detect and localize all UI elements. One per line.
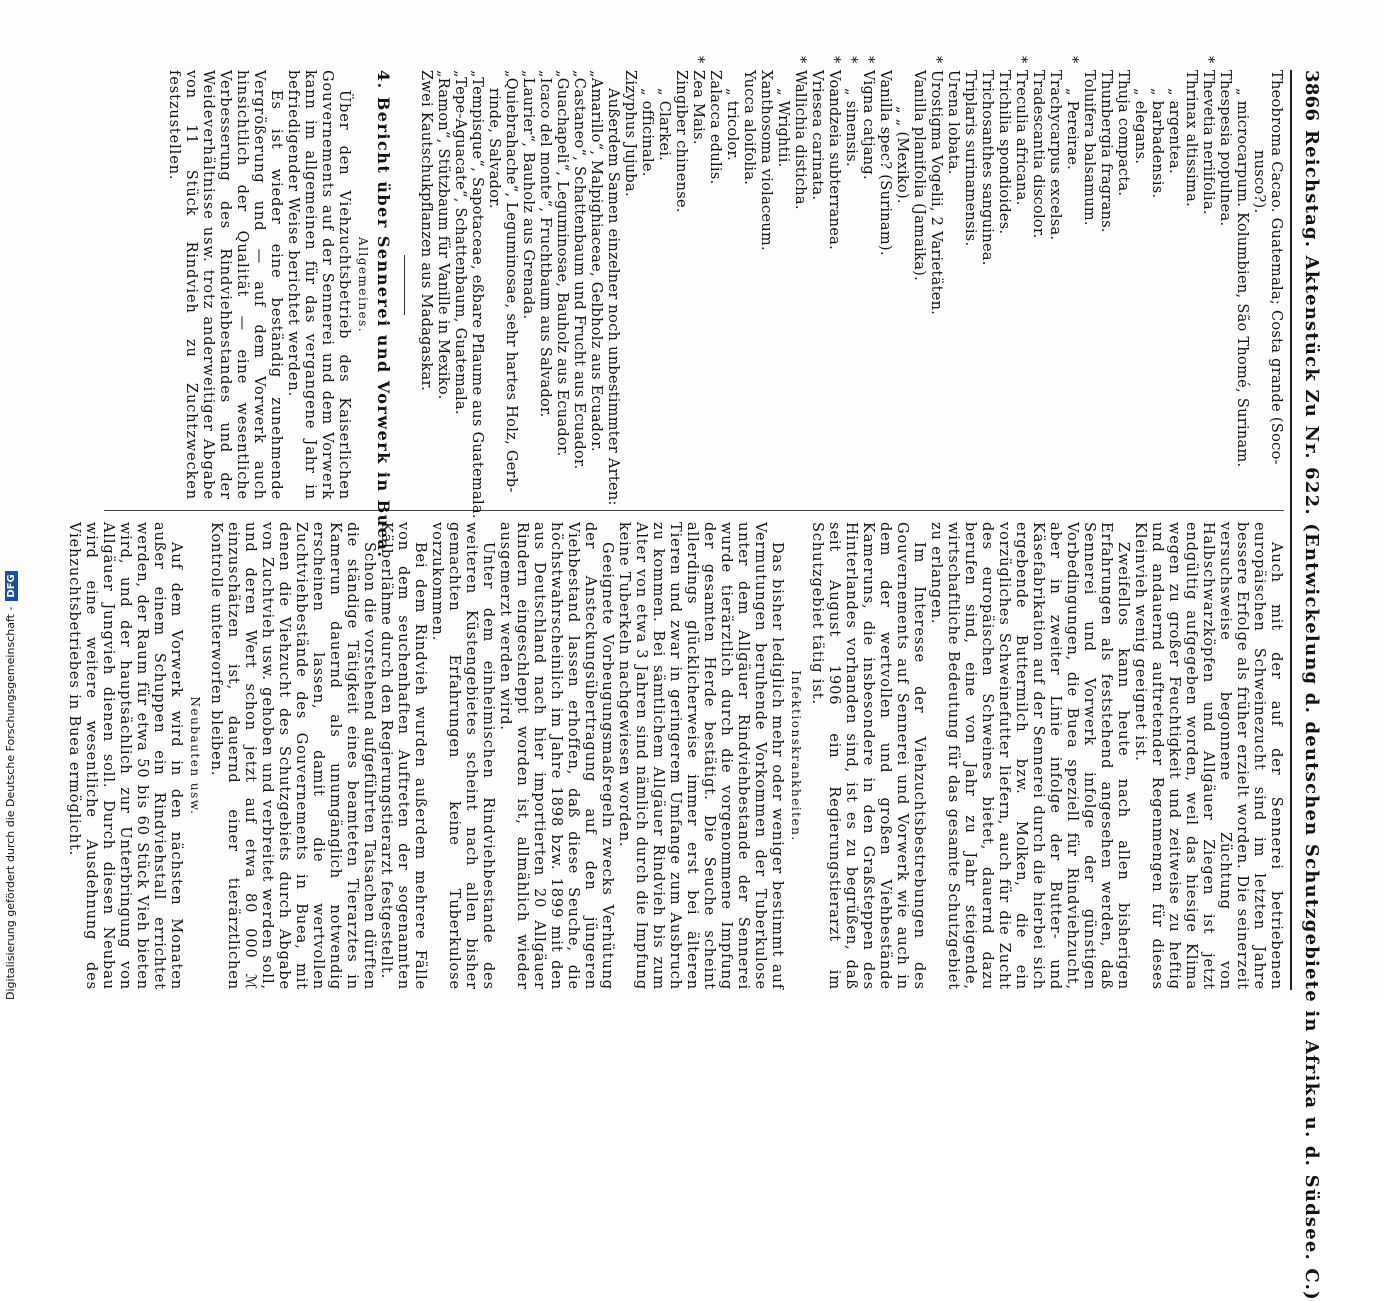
plant-name: Urostigma Vogelii, 2 Varietäten. (928, 70, 944, 316)
plant-list-item (757, 70, 774, 500)
asterisk-mark: * (928, 56, 944, 64)
plant-name: „ tricolor. (724, 88, 740, 161)
seed-list-item: „Amarillo“, Malpighiaceae, Gelbholz aus Ecuador. (588, 70, 604, 452)
seed-list-item: „Ramon“, Stützbaum für Vanille in Mexiko. (435, 70, 451, 400)
plant-list-item (876, 70, 893, 500)
plant-name: Triplaris surinamensis. (962, 70, 978, 247)
page-number: 3866 (1301, 70, 1322, 122)
section-title: 4. Bericht über Sennerei und Vorwerk in Buea. (374, 70, 393, 559)
asterisk-mark: * (843, 56, 859, 64)
plant-name: „ sinensis. (843, 88, 859, 167)
plant-name: „ Wrightii. (775, 88, 791, 168)
plant-name: Thunbergia fragrans. (1098, 70, 1114, 233)
plant-name: nusco?). (1251, 150, 1267, 214)
plant-list-item (1199, 56, 1216, 500)
header-rule (1290, 70, 1292, 990)
plant-list-item (774, 70, 791, 500)
stamp-text: Digitalisierung gefördert durch die Deutsche Forschungsgemeinschaft - (4, 606, 17, 1000)
plant-name: „ officinale. (639, 88, 655, 177)
plant-list-item (672, 70, 689, 500)
plant-name: Zea Mais. (690, 70, 706, 145)
plant-name: Trachycarpus excelsa. (1047, 70, 1063, 241)
plant-name: Xanthosoma violaceum. (758, 70, 774, 251)
plant-name: Thespesia populnea. (1217, 70, 1233, 227)
page-header (1294, 70, 1322, 1301)
plant-name: Urena lobata. (945, 70, 961, 175)
paragraph: Auch mit der auf der Sennerei betriebenen europäischen Schweinezucht sind im letzten Jahre bessere Erfolge als früher erzielt worden. Die seinerzeit versuchsweise begonnene Züchtung von Halbschwarzköpfen und Allgäuer Ziegen ist jetzt endgültig aufgegeben worden, weil das hiesige Klima wegen zu großer Feuchtigkeit und zeitweise zu heftig und andauernd auftretender Regenmengen für dieses Kleinvieh wenig geeignet ist. (1132, 522, 1284, 990)
plant-list-item (1114, 70, 1131, 500)
plant-name: Zizyphus Jujuba. (622, 70, 638, 197)
plant-list-item (893, 70, 910, 500)
plant-name: Zingiber chinense. (673, 70, 689, 213)
paragraph: Bei dem Rindvieh wurden außerdem mehrere Fälle von dem seuchenhaften Auftreten der sogenannten Kälberlähme durch den Regierungstierarzt festgestellt. (378, 522, 428, 990)
plant-name: „ argentea. (1166, 88, 1182, 174)
subheading-infections: Infektionskrankheiten. (789, 670, 803, 842)
plant-list-item (961, 70, 978, 500)
seed-list-item: Zwei Kautschukpflanzen aus Madagaskar. (418, 70, 434, 392)
paragraph: Das bisher lediglich mehr oder weniger bestimmt auf Vermutungen beruhende Vorkommen der Tuberkulose unter dem Allgäuer Rindviehbestande der Sennerei wurde tierärztlich durch die vorgenommene Impfung der gesamten Herde bestätigt. Die Seuche scheint allerdings glücklicherweise immer erst bei älteren Tieren und zwar in geringerem Umfange zum Ausbruch zu kommen. Bei sämtlichem Allgäuer Rindvieh bis zum Alter von etwa 3 Jahren sind nämlich durch die Impfung keine Tuberkeln nachgewiesen worden. (616, 522, 785, 990)
asterisk-mark: * (1064, 56, 1080, 64)
plant-list-item (1012, 56, 1029, 500)
seed-list-item: „Quiebrahache“, Leguminosae, sehr hartes Holz, Gerb- (503, 70, 519, 493)
plant-list-item (689, 56, 706, 500)
seed-list-item: „Castaneo“, Schattenbaum und Frucht aus Ecuador. (571, 70, 587, 470)
plant-name: „ microcarpum. Kolumbien, São Thomé, Surinam. (1234, 88, 1250, 468)
seed-list-item: rinde, Salvador. (486, 88, 502, 209)
seed-list-item: „Tempisque“, Sapotaceae, eßbare Pflaume aus Guatemala. (469, 70, 485, 519)
plant-name: Vanilla spec? (Surinam). (877, 70, 893, 256)
plant-name: Yucca aloifolia. (741, 70, 757, 186)
seeds-intro: Außerdem Samen einzelner noch unbestimmter Arten: (605, 88, 621, 506)
plant-list-item (910, 70, 927, 500)
plant-list-item (706, 70, 723, 500)
plant-list-item (1097, 70, 1114, 500)
plant-list-item (1267, 70, 1284, 500)
plant-name: Thuja compacta. (1115, 70, 1131, 197)
plant-list-item (621, 70, 638, 500)
plant-name: Toluifera balsamum. (1081, 70, 1097, 226)
plant-list-item (808, 70, 825, 500)
plant-list-item (1182, 70, 1199, 500)
plant-name: Vigna catjang. (860, 70, 876, 180)
plant-list-item (791, 56, 808, 500)
plant-list-item (1233, 70, 1250, 500)
section-divider (404, 255, 405, 315)
rotated-page-content (66, 56, 1322, 1301)
plant-list-item (1131, 70, 1148, 500)
plant-name: „ Pereirae. (1064, 88, 1080, 171)
plant-list-item (1029, 70, 1046, 500)
column-divider (104, 510, 1284, 511)
asterisk-mark: * (826, 56, 842, 64)
paragraph: Es ist wieder eine beständig zunehmende Vergrößerung und — auf dem Vorwerk auch hinsichtlich der Qualität — eine wesentliche Verbesserung des Rindviehbestandes und der Weideverhältnisse usw. trotz anderweitiger Abgabe von 11 Stück Rindvieh zu Zuchtzwecken festzustellen. (166, 70, 284, 500)
plant-list-item (825, 56, 842, 500)
left-column (165, 56, 1284, 559)
plant-list-item (638, 70, 655, 500)
plant-name: Trichosanthes sanguinea. (979, 70, 995, 266)
plant-name: Wallichia disticha. (792, 70, 808, 210)
paragraph: Auf dem Vorwerk wird in den nächsten Monaten außer einem Schuppen ein Rindviehstall errichtet werden, der Raum für etwa 50 bis 60 Stück Vieh bieten wird, und der hauptsächlich zur Unterbringung von Allgäuer Jungvieh dienen soll. Durch diesen Neubau wird eine weitere wesentliche Ausdehnung des Viehzuchtsbetriebes in Buea ermöglicht. (66, 522, 184, 990)
plant-list-item (927, 56, 944, 500)
plant-list-item (1250, 70, 1267, 500)
dfg-logo: DFG (5, 571, 18, 600)
paragraph: Über den Viehzuchtsbetrieb des Kaiserlichen Gouvernements auf der Sennerei und dem Vorwerk kann im allgemeinen für das vergangene Jahr in befriedigender Weise berichtet werden. (285, 70, 352, 500)
plant-list-item (1165, 70, 1182, 500)
right-column (65, 522, 1284, 990)
plant-list-item (1148, 70, 1165, 500)
asterisk-mark: * (690, 56, 706, 64)
asterisk-mark: * (792, 56, 808, 64)
seed-list-item: „Guachapeli“, Leguminosae, Bauholz aus Ecuador. (554, 70, 570, 457)
plant-list-item (740, 70, 757, 500)
plant-name: „ barbadensis. (1149, 88, 1165, 199)
digitization-stamp (4, 571, 18, 1000)
subheading-new-buildings: Neubauten usw. (188, 696, 202, 816)
plant-name: Zalacca edulis. (707, 70, 723, 185)
paragraph: Unter dem einheimischen Rindviehbestande des weiteren Küstengebietes scheint nach allen bisher gemachten Erfahrungen keine Tuberkulose vorzukommen. (429, 522, 496, 990)
paragraph: Zweifellos kann heute nach allen bisherigen Erfahrungen als feststehend angesehen werden, daß Sennerei und Vorwerk infolge der günstigen Vorbedingungen, die Buea speziell für Rindviehzucht, aber in zweiter Linie infolge der Butter- und Käsefabrikation auf der Sennerei durch die hierbei sich ergebende Buttermilch bzw. Molken, die ein vorzügliches Schweinefutter liefern, auch für die Zucht des europäischen Schweines bietet, dauernd dazu berufen sind, eine von Jahr zu Jahr steigende, wirtschaftliche Bedeutung für das gesamte Schutzgebiet zu erlangen. (928, 522, 1131, 990)
asterisk-mark: * (860, 56, 876, 64)
plant-list-item (842, 56, 859, 500)
plant-list-item (1046, 70, 1063, 500)
plant-list-item (995, 70, 1012, 500)
plant-name: Voandzeia subterranea. (826, 70, 842, 250)
plant-name: Tradescantia discolor. (1030, 70, 1046, 239)
seed-list-item: „Tepe-Aguacate“, Schattenbaum, Guatemala. (452, 70, 468, 415)
paragraph: Geeignete Vorbeugungsmaßregeln zwecks Verhütung der Ansteckungsübertragung auf den jüngeren Viehbestand lassen erhoffen, daß diese Seuche, die höchstwahrscheinlich im Jahre 1898 bzw. 1899 mit den aus Deutschland nach hier importierten 20 Allgäuer Rindern eingeschleppt worden ist, allmählich wieder ausgemerzt werden wird. (497, 522, 615, 990)
plant-name: Thrinax altissima. (1183, 70, 1199, 208)
plant-name: Theobroma Cacao. Guatemala; Costa grande (Soco- (1268, 70, 1284, 465)
paragraph: Schon die vorstehend aufgeführten Tatsachen dürften die ständige Tätigkeit eines beamteten Tierarztes in Kamerun dauernd als unumgänglich notwendig erscheinen lassen, damit die wertvollen Zuchtviehbestände des Gouvernements in Buea, mit denen die Viehzucht des Schutzgebiets durch Abgabe von Zuchtvieh usw. gehoben und verbreitet werden soll, und deren Wert schon jetzt auf etwa 80 000 ℳ einzuschätzen ist, dauernd einer tierärztlichen Kontrolle unterworfen bleiben. (208, 522, 377, 990)
plant-list-item (978, 70, 995, 500)
plant-list-item (1063, 56, 1080, 500)
plant-name: Thevetia neriifolia. (1200, 70, 1216, 215)
seeds-list (417, 70, 604, 519)
asterisk-mark: * (1013, 56, 1029, 64)
plant-name: Vanilla planifolia (Jamaika). (911, 70, 927, 281)
paragraph: Im Interesse der Viehzuchtsbestrebungen des Gouvernements auf Sennerei und Vorwerk wie auch in dem der wertvollen und großen Viehbestände Kameruns, die insbesondere in den Graßsteppen des Hinterlandes vorhanden sind, ist es zu begrüßen, daß seit August 1906 ein Regierungstierarzt im Schutzgebiet tätig ist. (809, 522, 927, 990)
plant-list-item (944, 70, 961, 500)
plant-name: Trichilia spondioides. (996, 70, 1012, 235)
plant-list-item (1080, 70, 1097, 500)
section-subtitle: Allgemeines. (356, 236, 370, 334)
plant-list-item (859, 56, 876, 500)
running-title: Reichstag. Aktenstück Zu Nr. 622. (Entwickelung d. deutschen Schutzgebiete in Afrika u. d. Südsee. C.) (1301, 130, 1322, 1301)
plant-name: „ „ (Mexiko). (894, 106, 910, 204)
seed-list-item: „Icaco del monte“, Fruchtbaum aus Salvador. (537, 70, 553, 418)
seed-list-item: „Laurier“, Bauholz aus Grenada. (520, 70, 536, 320)
asterisk-mark: * (1200, 56, 1216, 64)
plant-list-item (655, 70, 672, 500)
plant-name: „ Clarkei. (656, 88, 672, 162)
plant-name: Vriesea carinata. (809, 70, 825, 201)
plant-list (621, 56, 1284, 500)
plant-name: „ elegans. (1132, 88, 1148, 165)
plant-list-item (1216, 70, 1233, 500)
plant-list-item (723, 70, 740, 500)
plant-name: Treculia africana. (1013, 70, 1029, 206)
